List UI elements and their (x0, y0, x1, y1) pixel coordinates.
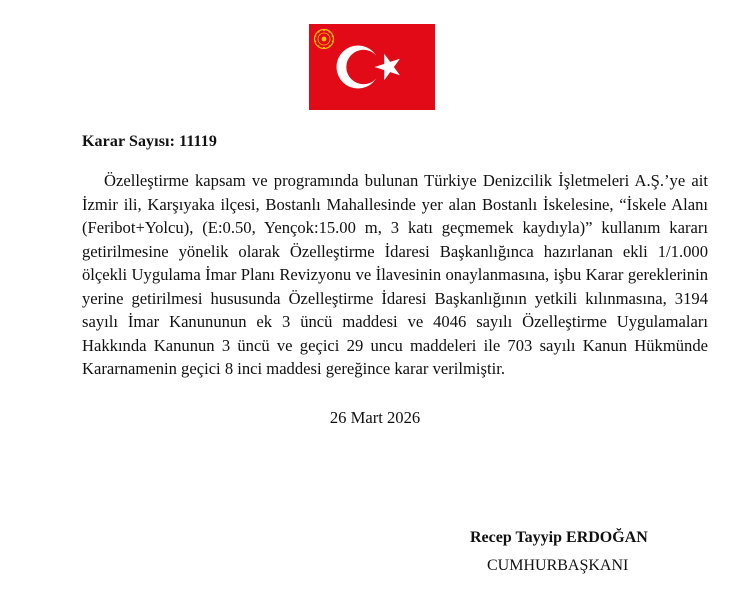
decision-number: Karar Sayısı: 11119 (82, 133, 217, 150)
signer-name: Recep Tayyip ERDOĞAN (470, 529, 648, 546)
signer-title: CUMHURBAŞKANI (487, 557, 629, 574)
turkish-flag-icon (309, 24, 435, 110)
decision-body-text: Özelleştirme kapsam ve programında bulunan Türkiye Denizcilik İşletmeleri A.Ş.’ye ait İzmir ili, Karşıyaka ilçesi, Bostanlı Mahallesinde yer alan Bostanlı İskelesine, “İskele Alanı (Feribot+Yolcu), (E:0.50, Yençok:15.00 m, 3 katı geçmemek kaydıyla)” kullanım kararı getirilmesine yönelik olarak Özelleştirme İdaresi Başkanlığınca hazırlanan ekli 1/1.000 ölçekli Uygulama İmar Planı Revizyonu ve İlavesinin onaylanmasına, işbu Karar gereklerinin yerine getirilmesi hususunda Özelleştirme İdaresi Başkanlığının yetkili kılınmasına, 3194 sayılı İmar Kanununun ek 3 üncü maddesi ve 4046 sayılı Özelleştirme Uygulamaları Hakkında Kanunun 3 üncü ve geçici 29 uncu maddeleri ile 703 sayılı Kanun Hükmünde Kararnamenin geçici 8 inci maddesi gereğince karar verilmiştir. (82, 171, 708, 378)
decision-date: 26 Mart 2026 (329, 408, 421, 427)
